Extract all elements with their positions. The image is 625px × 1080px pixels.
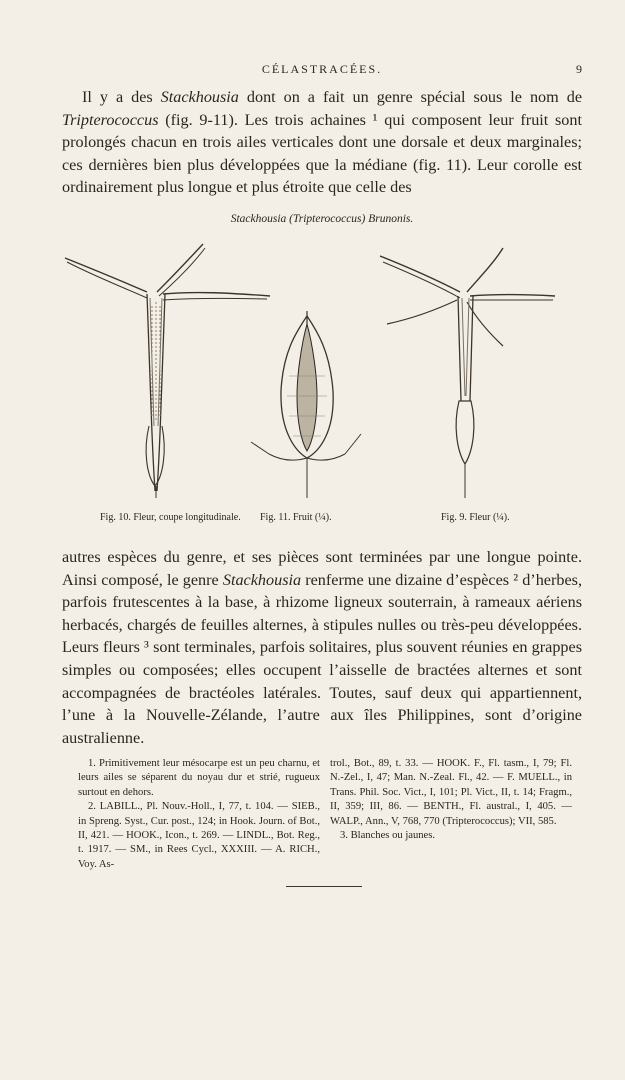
figure-title: Stackhousia (Tripterococcus) Brunonis. (230, 213, 414, 225)
footnote-2: 2. LABILL., Pl. Nouv.-Holl., I, 77, t. 104. — SIEB., in Spreng. Syst., Cur. post., 124; in Hook. Journ. of Bot., II, 421. — HOOK., Icon., t. 269. — LINDL., Bot. Reg., t. 1917. — SM., in Rees Cycl., XXXIII. — A. RICH., Voy. As- (78, 801, 320, 870)
footnotes (78, 757, 598, 877)
figure-11-caption: Fig. 11. Fruit (¼). (260, 512, 332, 523)
fig9-flower-drawing (380, 248, 555, 498)
paragraph-1-text-a: Il y a des (82, 88, 161, 106)
genus-name: Stackhousia (160, 88, 239, 106)
footnote-3: 3. Blanches ou jaunes. (340, 830, 436, 842)
paragraph-2-text-b: renferme une dizaine d’espèces ² d’herbes, parfois frutescentes à la base, à rhizome ligneux souterrain, à rameaux aériens herbacés, chargés de feuilles alternes, à stipules nulles ou très-peu développées. Leurs fleurs ³ sont terminales, parfois solitaires, plus souvent réunies en grappes simples ou composées; elles occupent l’aisselle de bractées alternes et sont accompagnées de bractéoles latérales. Toutes, sauf deux qui appartiennent, l’une à la Nouvelle-Zélande, l’autre aux îles Philippines, sont d’origine australienne. (62, 570, 582, 747)
paragraph-1 (62, 86, 582, 199)
genus-name: Tripterococcus (62, 110, 159, 129)
paragraph-2 (62, 546, 582, 749)
page-number: 9 (576, 62, 582, 76)
fig10-flower-section-drawing (65, 244, 270, 498)
botanical-illustration (55, 236, 585, 511)
footnotes-right-column (330, 757, 572, 843)
genus-name: Stackhousia (222, 570, 302, 589)
fig11-fruit-drawing (251, 311, 361, 498)
figure-10-caption: Fig. 10. Fleur, coupe longitudinale. (100, 512, 241, 523)
figure-9-caption: Fig. 9. Fleur (¼). (441, 512, 510, 523)
running-head (62, 62, 582, 78)
end-rule (286, 886, 362, 887)
footnotes-left-column (78, 757, 320, 872)
running-title: CÉLASTRACÉES. (261, 62, 383, 76)
paragraph-1-text-b: dont on a fait un genre spécial sous le nom de (238, 88, 583, 106)
footnote-2-continued: trol., Bot., 89, t. 33. — HOOK. F., Fl. tasm., I, 79; Fl. N.-Zel., I, 47; Man. N.-Zeal. Fl., 42. — F. MUELL., in Trans. Phil. Soc. Vict., I, 101; Pl. Vict., II, t. 14; Fragm., II, 359; III, 86. — BENTH., Fl. austral., I, 405. — WALP., Ann., V, 768, 770 (Tripterococcus); VII, 585. (330, 758, 572, 827)
footnote-1: 1. Primitivement leur mésocarpe est un peu charnu, et leurs ailes se séparent du noyau dur et strié, rugueux surtout en dehors. (78, 758, 320, 798)
paragraph-1-text-c: (fig. 9-11). Les trois achaines ¹ qui composent leur fruit sont prolongés chacun en trois ailes verticales dont une dorsale et deux marginales; ces dernières bien plus développées que la médiane (fig. 11). Leur corolle est ordinairement plus longue et plus étroite que celle des (62, 110, 582, 197)
paragraph-2-text-a: autres espèces du genre, et ses pièces sont terminées par une longue pointe. Ainsi composé, le genre (62, 548, 582, 589)
